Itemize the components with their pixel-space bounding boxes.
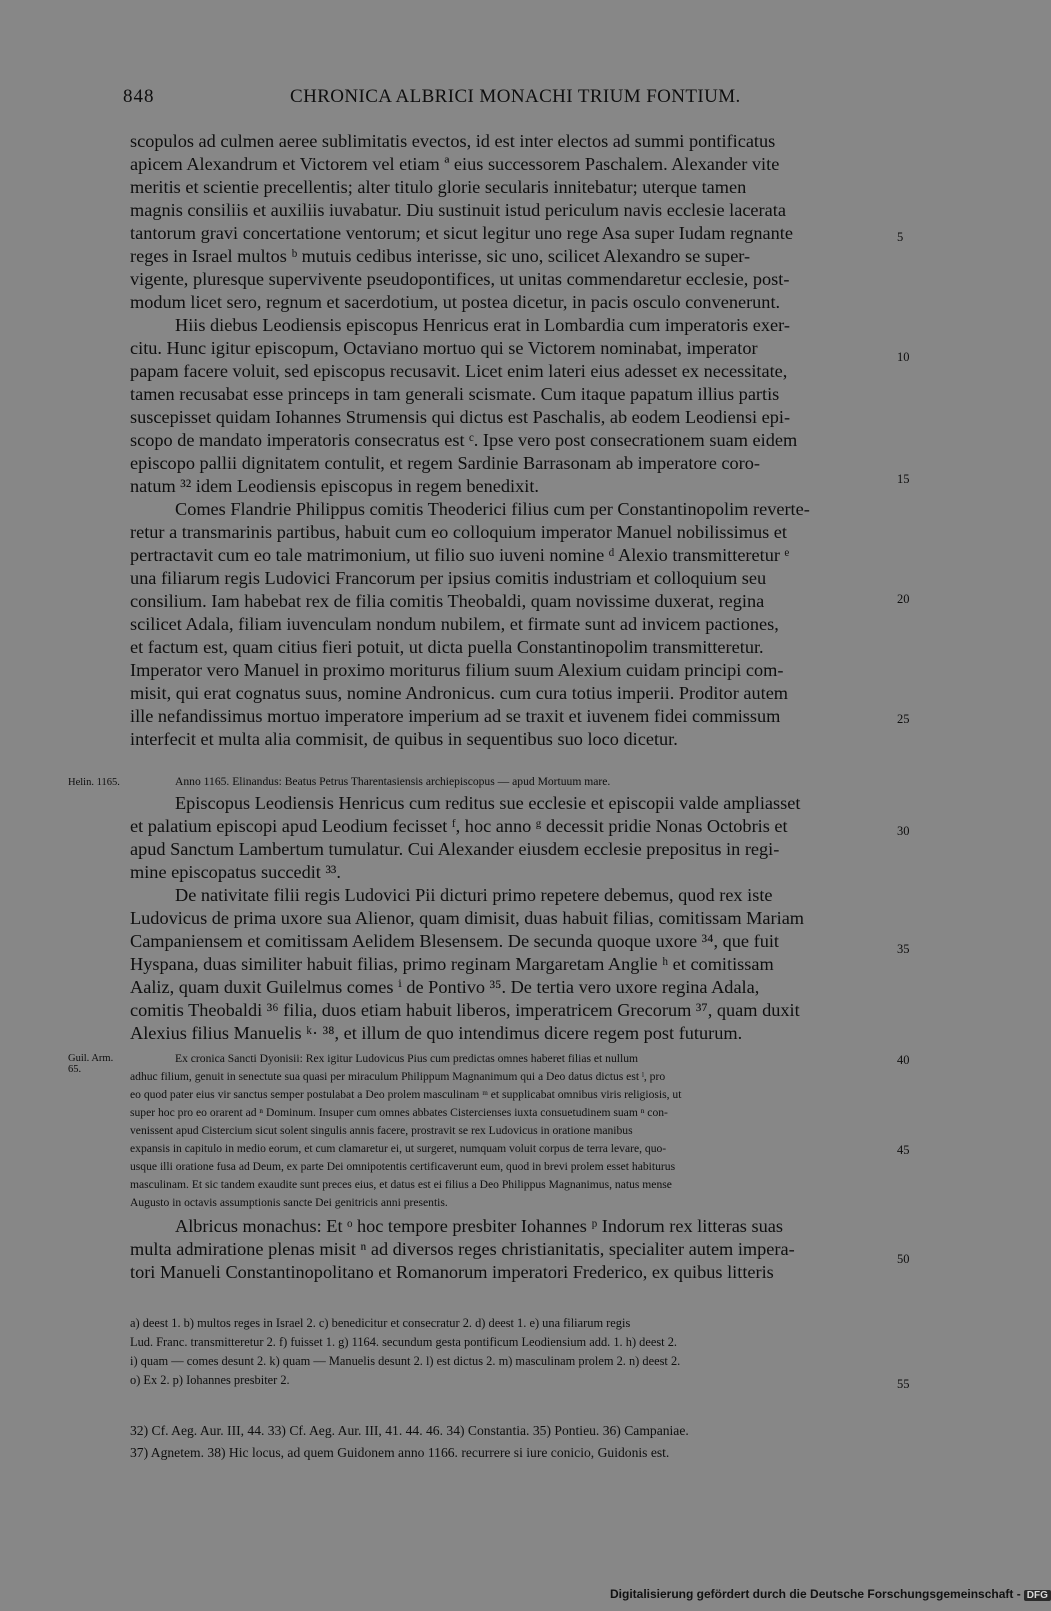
text-line: Hyspana, duas similiter habuit filias, primo reginam Margaretam Anglie ʰ et comitissam [130,954,774,974]
small-line: Augusto in octavis assumptionis sancte Dei genitricis anni presentis. [130,1196,448,1209]
line-number: 10 [897,350,910,364]
digitization-credit [610,1587,1051,1601]
apparatus-line: i) quam — comes desunt 2. k) quam — Manuelis desunt 2. l) est dictus 2. m) masculinam prolem 2. n) deest 2. [130,1354,681,1368]
text-line: natum ³² idem Leodiensis episcopus in regem benedixit. [130,476,539,496]
text-line: vigente, pluresque supervivente pseudopontifices, ut unitas commendaretur ecclesie, post- [130,269,790,289]
text-line: scopulos ad culmen aeree sublimitatis evectos, id est inter electos ad summi pontificatus [130,131,776,151]
small-line: venissent apud Cistercium sicut solent singulis annis facere, prostravit se rex Ludovicus in oratione manibus [130,1124,633,1137]
text-line: pertractavit cum eo tale matrimonium, ut filio suo iuveni nomine ᵈ Alexio transmitteretur ᵉ [130,545,790,565]
line-number: 20 [897,592,910,606]
text-line: Albricus monachus: Et ᵒ hoc tempore presbiter Iohannes ᵖ Indorum rex litteras suas [175,1216,783,1236]
text-line: consilium. Iam habebat rex de filia comitis Theobaldi, quam novissime duxerat, regina [130,591,765,611]
apparatus-line: a) deest 1. b) multos reges in Israel 2. c) benedicitur et consecratur 2. d) deest 1. e) una filiarum regis [130,1316,631,1330]
text-line: mine episcopatus succedit ³³. [130,862,341,882]
credit-text: Digitalisierung gefördert durch die Deutsche Forschungsgemeinschaft - [610,1587,1021,1601]
note-line: 32) Cf. Aeg. Aur. III, 44. 33) Cf. Aeg. Aur. III, 41. 44. 46. 34) Constantia. 35) Pontieu. 36) Campaniae. [130,1423,689,1438]
text-line: scilicet Adala, filiam iuvenculam nondum nubilem, et firmate sunt ad invicem pactiones, [130,614,779,634]
small-line: usque illi oratione fusa ad Deum, ex parte Dei omnipotentis certificaverunt eum, quod in brevi prolem esset habiturus [130,1160,676,1173]
text-line: episcopo pallii dignitatem contulit, et regem Sardinie Barrasonam ab imperatore coro- [130,453,760,473]
text-line: citu. Hunc igitur episcopum, Octaviano mortuo qui se Victorem nominabat, imperator [130,338,758,358]
text-line: Aaliz, quam duxit Guilelmus comes ⁱ de Pontivo ³⁵. De tertia vero uxore regina Adala, [130,977,760,997]
text-line: papam facere voluit, sed episcopus recusavit. Licet enim lateri eius adesset ex necessitate, [130,361,788,381]
small-line: eo quod pater eius vir sanctus semper postulabat a Deo prolem masculinam ᵐ et supplicabat omnibus viris religiosis, ut [130,1088,682,1101]
text-line: Comes Flandrie Philippus comitis Theoderici filius cum per Constantinopolim reverte- [175,499,810,519]
text-line: tamen recusabat esse princeps in tam generali scismate. Cum itaque papatum illius partis [130,384,780,404]
small-line: adhuc filium, genuit in senectute sua quasi per miraculum Philippum Magnanimum qui a Deo datus dictus est ˡ, pro [130,1070,666,1083]
line-number: 50 [897,1252,910,1266]
text-line: tantorum gravi concertatione ventorum; et sicut legitur uno rege Asa super Iudam regnante [130,223,793,243]
text-line: suscepisset quidam Iohannes Strumensis qui dictus est Paschalis, ab eodem Leodiensi epi- [130,407,791,427]
line-number: 35 [897,942,910,956]
text-line: misit, qui erat cognatus suus, nomine Andronicus. cum cura totius imperii. Proditor autem [130,683,789,703]
text-line: comitis Theobaldi ³⁶ filia, duos etiam habuit liberos, imperatricem Grecorum ³⁷, quam duxit [130,1000,800,1020]
note-line: 37) Agnetem. 38) Hic locus, ad quem Guidonem anno 1166. recurrere si iure conicio, Guidonis est. [130,1445,670,1460]
text-line: reges in Israel multos ᵇ mutuis cedibus interisse, sic uno, scilicet Alexandro se super- [130,246,751,266]
text-line: et factum est, quam citius fieri potuit, ut dicta puella Constantinopolim transmitteretur. [130,637,764,657]
text-line: tori Manueli Constantinopolitano et Romanorum imperatori Frederico, ex quibus litteris [130,1262,774,1282]
text-line: Alexius filius Manuelis ᵏ· ³⁸, et illum de quo intendimus dicere regem post futurum. [130,1023,743,1043]
text-line: modum licet sero, regnum et sacerdotium, ut postea dicetur, in pacis osculo convenerunt. [130,292,781,312]
margin-note-guil: Guil. Arm. 65. [68,1053,114,1075]
apparatus-line: Lud. Franc. transmitteretur 2. f) fuisset 1. g) 1164. secundum gesta pontificum Leodiensium add. 1. h) deest 2. [130,1335,678,1349]
line-number: 25 [897,712,910,726]
line-number: 15 [897,472,910,486]
line-number: 40 [897,1053,910,1067]
text-line: De nativitate filii regis Ludovici Pii dicturi primo repetere debemus, quod rex iste [175,885,773,905]
text-line: una filiarum regis Ludovici Francorum per ipsius comitis industriam et colloquium seu [130,568,767,588]
text-line: apud Sanctum Lambertum tumulatur. Cui Alexander eiusdem ecclesie prepositus in regi- [130,839,780,859]
running-title: CHRONICA ALBRICI MONACHI TRIUM FONTIUM. [290,86,741,107]
text-line: retur a transmarinis partibus, habuit cum eo colloquium imperator Manuel nobilissimus et [130,522,787,542]
dfg-logo: DFG [1024,1590,1051,1601]
helin-line: Anno 1165. Elinandus: Beatus Petrus Tharentasiensis archiepiscopus — apud Mortuum mare. [175,775,611,788]
text-line: Imperator vero Manuel in proximo moriturus filium suum Alexium cuidam principi com- [130,660,784,680]
apparatus-line: o) Ex 2. p) Iohannes presbiter 2. [130,1373,290,1387]
line-number: 55 [897,1377,910,1391]
text-line: meritis et scientie precellentis; alter titulo glorie secularis innitebatur; uterque tamen [130,177,747,197]
text-line: multa admiratione plenas misit ⁿ ad diversos reges christianitatis, specialiter autem impera- [130,1239,795,1259]
text-line: et palatium episcopi apud Leodium fecisset ᶠ, hoc anno ᵍ decessit pridie Nonas Octobris et [130,816,788,836]
small-line: expansis in capitulo in medio eorum, et cum clamaretur ei, ut surgeret, numquam voluit corpus de terra levare, quo- [130,1142,667,1155]
text-line: Campaniensem et comitissam Aelidem Blesensem. De secunda quoque uxore ³⁴, que fuit [130,931,780,951]
small-line: Ex cronica Sancti Dyonisii: Rex igitur Ludovicus Pius cum predictas omnes haberet filias et nullum [175,1052,639,1065]
line-number: 45 [897,1143,910,1157]
text-line: Ludovicus de prima uxore sua Alienor, quam dimisit, duas habuit filias, comitissam Mariam [130,908,805,928]
text-line: Episcopus Leodiensis Henricus cum reditus sue ecclesie et episcopii valde ampliasset [175,793,801,813]
line-number: 30 [897,824,910,838]
text-line: Hiis diebus Leodiensis episcopus Henricus erat in Lombardia cum imperatoris exer- [175,315,790,335]
text-line: apicem Alexandrum et Victorem vel etiam ª eius successorem Paschalem. Alexander vite [130,154,780,174]
text-line: scopo de mandato imperatoris consecratus est ᶜ. Ipse vero post consecrationem suam eidem [130,430,798,450]
small-line: masculinam. Et sic tandem exaudite sunt preces eius, et datus est ei filius a Deo Philippus Magnanimus, natus mense [130,1178,672,1191]
text-line: magnis consiliis et auxiliis iuvabatur. Diu sustinuit istud periculum navis ecclesie lacerata [130,200,786,220]
small-line: super hoc pro eo orarent ad ⁿ Dominum. Insuper cum omnes abbates Cistercienses iuxta consuetudinem suam ⁿ con- [130,1106,668,1119]
text-line: ille nefandissimus mortuo imperatore imperium ad se traxit et iuvenem fidei commissum [130,706,781,726]
running-header [0,86,1000,116]
text-line: interfecit et multa alia commisit, de quibus in sequentibus suo loco dicetur. [130,729,678,749]
margin-note-helin: Helin. 1165. [68,777,120,788]
page-number: 848 [123,86,155,107]
line-number: 5 [897,230,904,244]
